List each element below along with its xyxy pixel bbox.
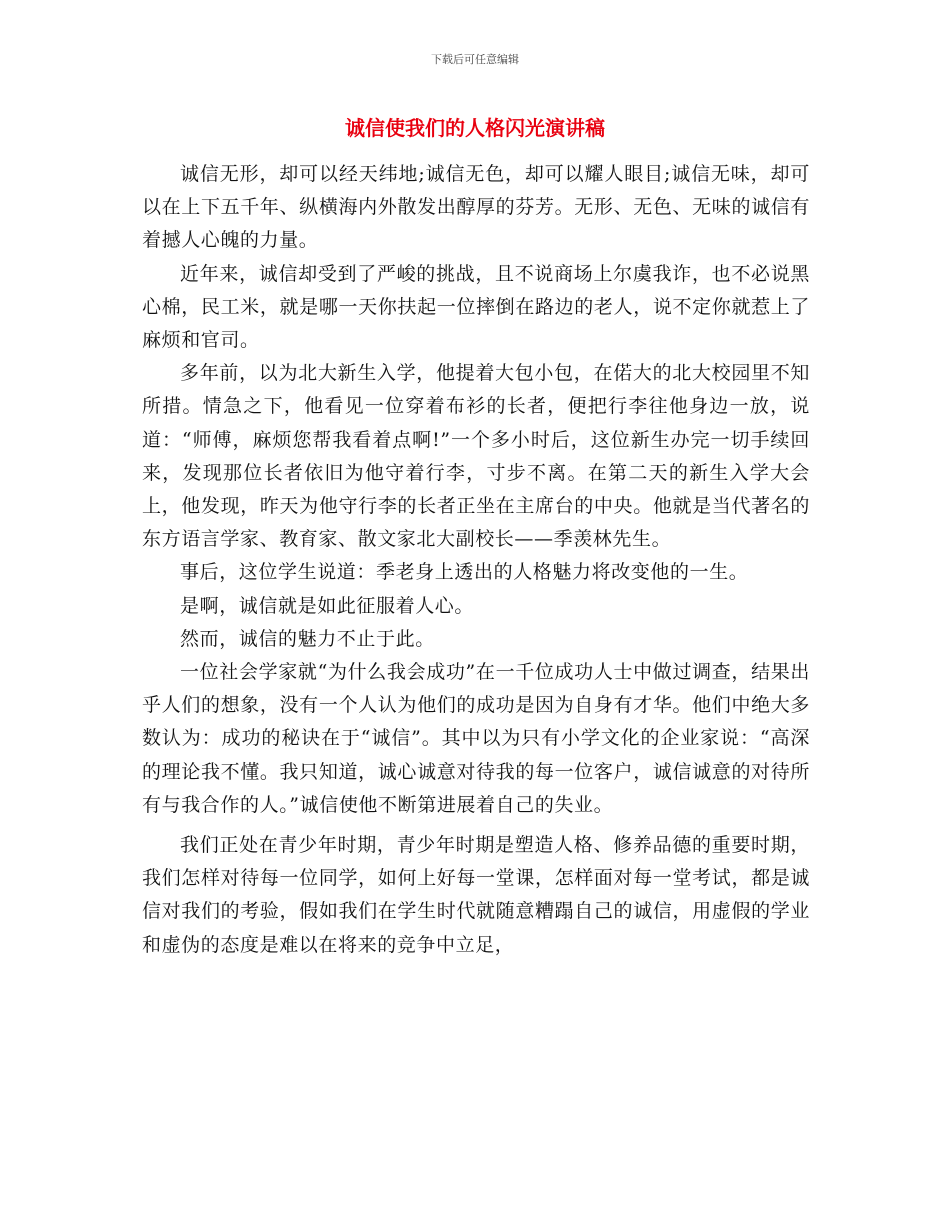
paragraph-1: 诚信无形，却可以经天纬地;诚信无色，却可以耀人眼目;诚信无味，却可以在上下五千年、纵横海内外散发出醇厚的芬芳。无形、无色、无味的诚信有着撼人心魄的力量。: [142, 163, 810, 252]
paragraph-6: 然而，诚信的魅力不止于此。: [180, 627, 435, 650]
paragraph-8: 我们正处在青少年时期，青少年时期是塑造人格、修养品德的重要时期，我们怎样对待每一位同学，如何上好每一堂课，怎样面对每一堂考试，都是诚信对我们的考验，假如我们在学生时代就随意糟蹋自己的诚信，用虚假的学业和虚伪的态度是难以在将来的竞争中立足，: [142, 834, 810, 956]
document-body: [142, 158, 810, 962]
page-header-note: 下载后可任意编辑: [431, 53, 519, 66]
paragraph-3: 多年前，以为北大新生入学，他提着大包小包，在偌大的北大校园里不知所措。情急之下，他看见一位穿着布衫的长者，便把行李往他身边一放，说道：“师傅，麻烦您帮我看着点啊!”一个多小时后，这位新生办完一切手续回来，发现那位长者依旧为他守着行李，寸步不离。在第二天的新生入学大会上，他发现，昨天为他守行李的长者正坐在主席台的中央。他就是当代著名的东方语言学家、教育家、散文家北大副校长——季羡林先生。: [142, 362, 810, 551]
document-title: 诚信使我们的人格闪光演讲稿: [345, 116, 605, 140]
paragraph-7: 一位社会学家就“为什么我会成功”在一千位成功人士中做过调查，结果出乎人们的想象，没有一个人认为他们的成功是因为自身有才华。他们中绝大多数认为：成功的秘诀在于“诚信”。其中以为只有小学文化的企业家说：“高深的理论我不懂。我只知道，诚心诚意对待我的每一位客户，诚信诚意的对待所有与我合作的人。”诚信使他不断第进展着自己的失业。: [142, 661, 810, 816]
paragraph-4: 事后，这位学生说道：季老身上透出的人格魅力将改变他的一生。: [180, 561, 749, 584]
paragraph-2: 近年来，诚信却受到了严峻的挑战，且不说商场上尔虞我诈，也不必说黑心棉，民工米，就是哪一天你扶起一位摔倒在路边的老人，说不定你就惹上了麻烦和官司。: [142, 262, 810, 352]
paragraph-5: 是啊，诚信就是如此征服着人心。: [180, 594, 475, 617]
